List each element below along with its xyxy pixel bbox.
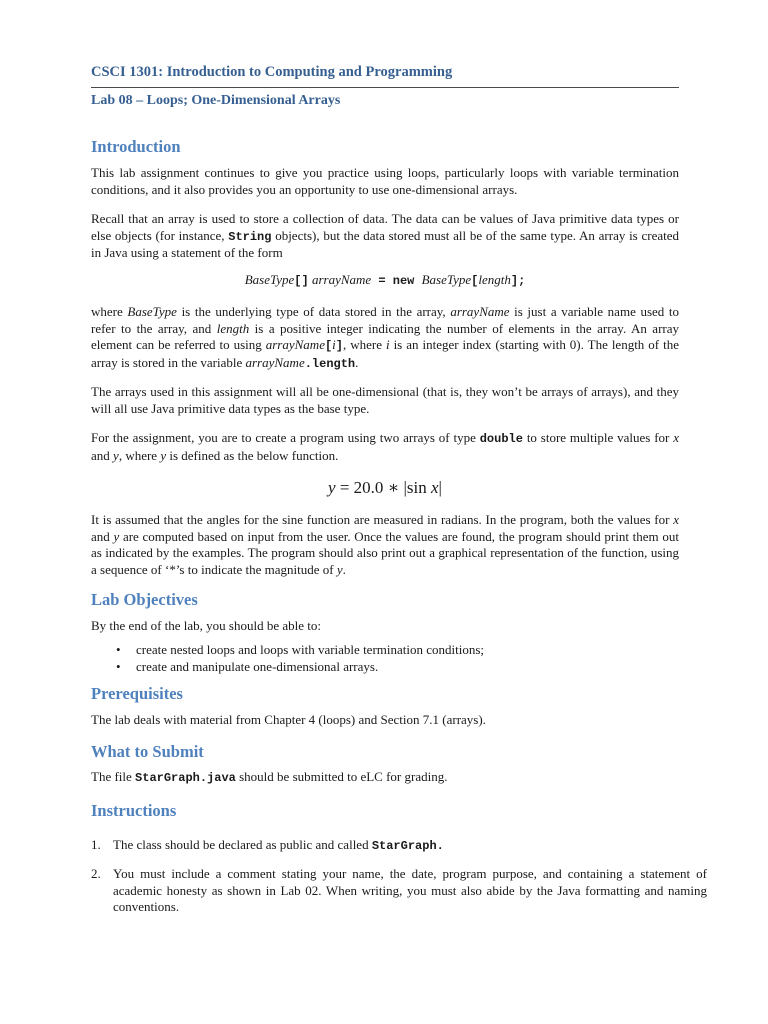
intro-paragraph-5: For the assignment, you are to create a program using two arrays of type double to store multiple values for x and y, where y is defined as the below function.: [91, 430, 679, 463]
instruction-item: The class should be declared as public and called StarGraph.: [113, 837, 444, 853]
objectives-heading: Lab Objectives: [91, 590, 198, 609]
list-item: • create nested loops and loops with variable termination conditions;: [116, 642, 485, 657]
inline-code-string: String: [228, 229, 272, 244]
intro-paragraph-3: where BaseType is the underlying type of data stored in the array, arrayName is just a variable name used to refer to the array, and length is a positive integer indicating the number of elements in the array. An array element can be referred to using arrayName[i], where i is an integer index (starting with 0). The length of the array is stored in the variable arrayName.length.: [91, 304, 679, 371]
instruction-item: You must include a comment stating your name, the date, program purpose, and containing a statement of academic honesty as shown in Lab 02. When writing, you must also abide by the Java formatting and naming conventions.: [113, 866, 707, 914]
intro-paragraph-4: The arrays used in this assignment will all be one-dimensional (that is, they won’t be arrays of arrays), and they will all use Java primitive data types as the base type.: [91, 384, 679, 416]
prerequisites-text: The lab deals with material from Chapter 4 (loops) and Section 7.1 (arrays).: [91, 712, 486, 727]
list-item: • create and manipulate one-dimensional arrays.: [116, 658, 379, 674]
intro-paragraph-6: It is assumed that the angles for the sine function are measured in radians. In the program, both the values for x and y are computed based on input from the user. Once the values are found, the program should print them out as indicated by the examples. The program should also print out a graphical representation of the function, using a sequence of ‘*’s to indicate the magnitude of y.: [91, 512, 679, 577]
submit-heading: What to Submit: [91, 742, 204, 761]
course-title: CSCI 1301: Introduction to Computing and Programming: [91, 64, 679, 88]
inline-code-filename: StarGraph.java: [135, 771, 236, 785]
lab-title: Lab 08 – Loops; One-Dimensional Arrays: [91, 93, 341, 108]
intro-paragraph-2: Recall that an array is used to store a collection of data. The data can be values of Java primitive data types or else objects (for instance, String objects), but the data stored must all be of the same type. An array is created in Java using a statement of the form: [91, 211, 679, 260]
prerequisites-heading: Prerequisites: [91, 684, 183, 703]
instruction-number: 1.: [91, 837, 101, 852]
submit-text: The file StarGraph.java should be submitted to eLC for grading.: [91, 769, 448, 785]
objectives-intro: By the end of the lab, you should be able to:: [91, 618, 321, 633]
array-declaration-formula: BaseType[] arrayName = new BaseType[length];: [244, 272, 526, 288]
instructions-heading: Instructions: [91, 801, 177, 820]
instruction-number: 2.: [91, 866, 101, 881]
sine-equation: y = 20.0 ∗ |sin x|: [328, 478, 442, 497]
inline-code-classname: StarGraph.: [371, 839, 444, 853]
intro-paragraph-1: This lab assignment continues to give you practice using loops, particularly loops with variable termination conditions, and it also provides you an opportunity to use one-dimensional arrays.: [91, 165, 679, 197]
introduction-heading: Introduction: [91, 137, 181, 156]
objectives-list: [91, 642, 484, 675]
inline-code-double: double: [479, 432, 523, 446]
